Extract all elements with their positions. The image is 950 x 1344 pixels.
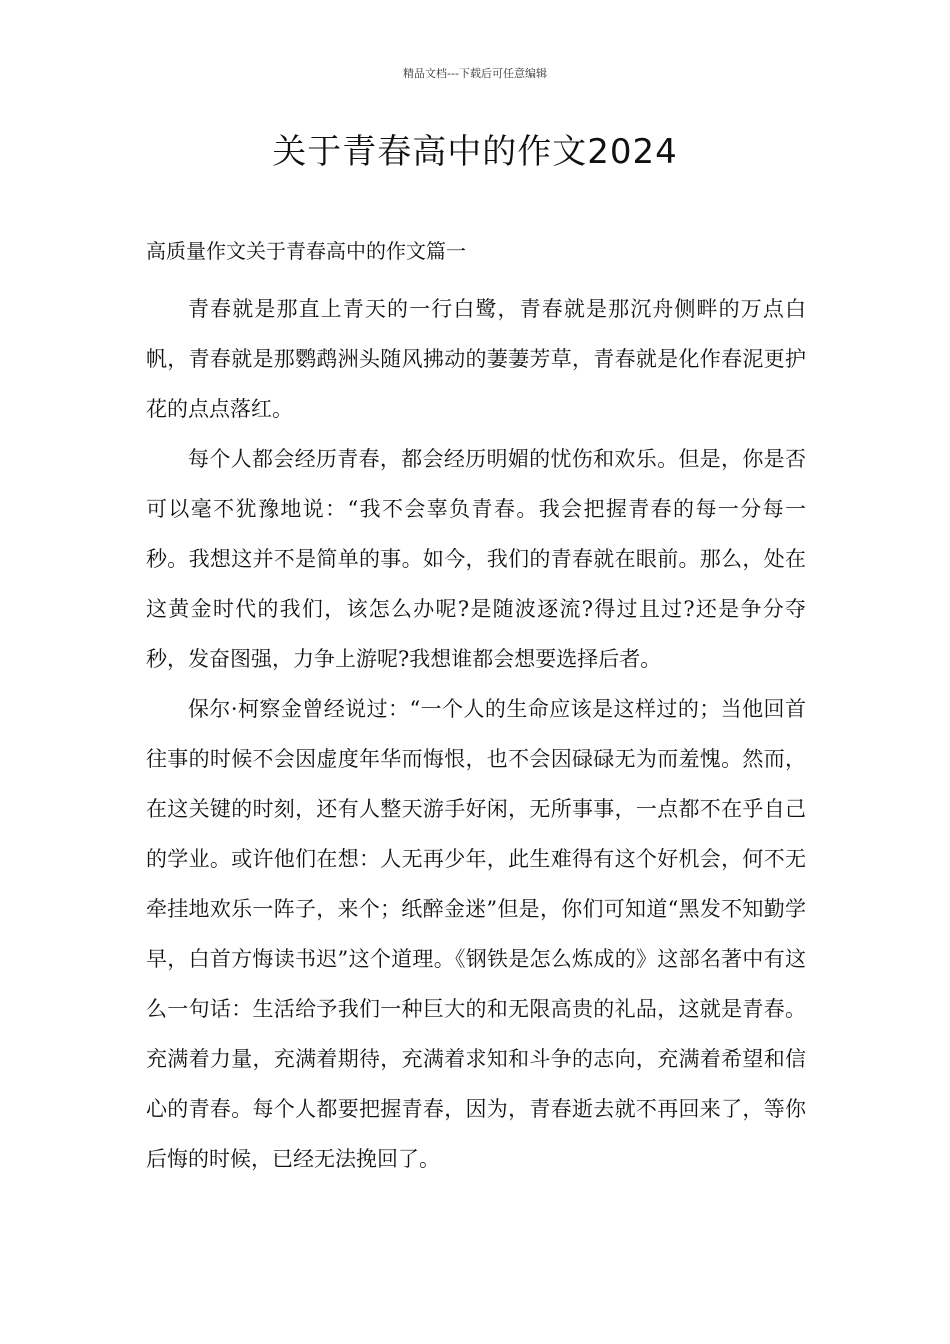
document-title: 关于青春高中的作文2024 <box>272 132 678 172</box>
paragraph: 每个人都会经历青春，都会经历明媚的忧伤和欢乐。但是，你是否可以毫不犹豫地说：“我不会辜负青春。我会把握青春的每一分每一秒。我想这并不是简单的事。如今，我们的青春就在眼前。那么，处在这黄金时代的我们，该怎么办呢?是随波逐流?得过且过?还是争分夺秒，发奋图强，力争上游呢?我想谁都会想要选择后者。 <box>146 447 806 671</box>
document-body <box>146 284 806 1184</box>
header-note: 精品文档---下载后可任意编辑 <box>403 67 547 80</box>
section-heading: 高质量作文关于青春高中的作文篇一 <box>146 239 466 263</box>
paragraph: 青春就是那直上青天的一行白鹭，青春就是那沉舟侧畔的万点白帆，青春就是那鹦鹉洲头随风拂动的萋萋芳草，青春就是化作春泥更护花的点点落红。 <box>146 297 806 421</box>
paragraph: 保尔·柯察金曾经说过：“一个人的生命应该是这样过的；当他回首往事的时候不会因虚度年华而悔恨，也不会因碌碌无为而羞愧。然而，在这关键的时刻，还有人整天游手好闲，无所事事，一点都不在乎自己的学业。或许他们在想：人无再少年，此生难得有这个好机会，何不无牵挂地欢乐一阵子，来个；纸醉金迷”但是，你们可知道“黑发不知勤学早，白首方悔读书迟”这个道理。《钢铁是怎么炼成的》这部名著中有这么一句话：生活给予我们一种巨大的和无限高贵的礼品，这就是青春。充满着力量，充满着期待，充满着求知和斗争的志向，充满着希望和信心的青春。每个人都要把握青春，因为，青春逝去就不再回来了，等你后悔的时候，已经无法挽回了。 <box>146 697 806 1171</box>
